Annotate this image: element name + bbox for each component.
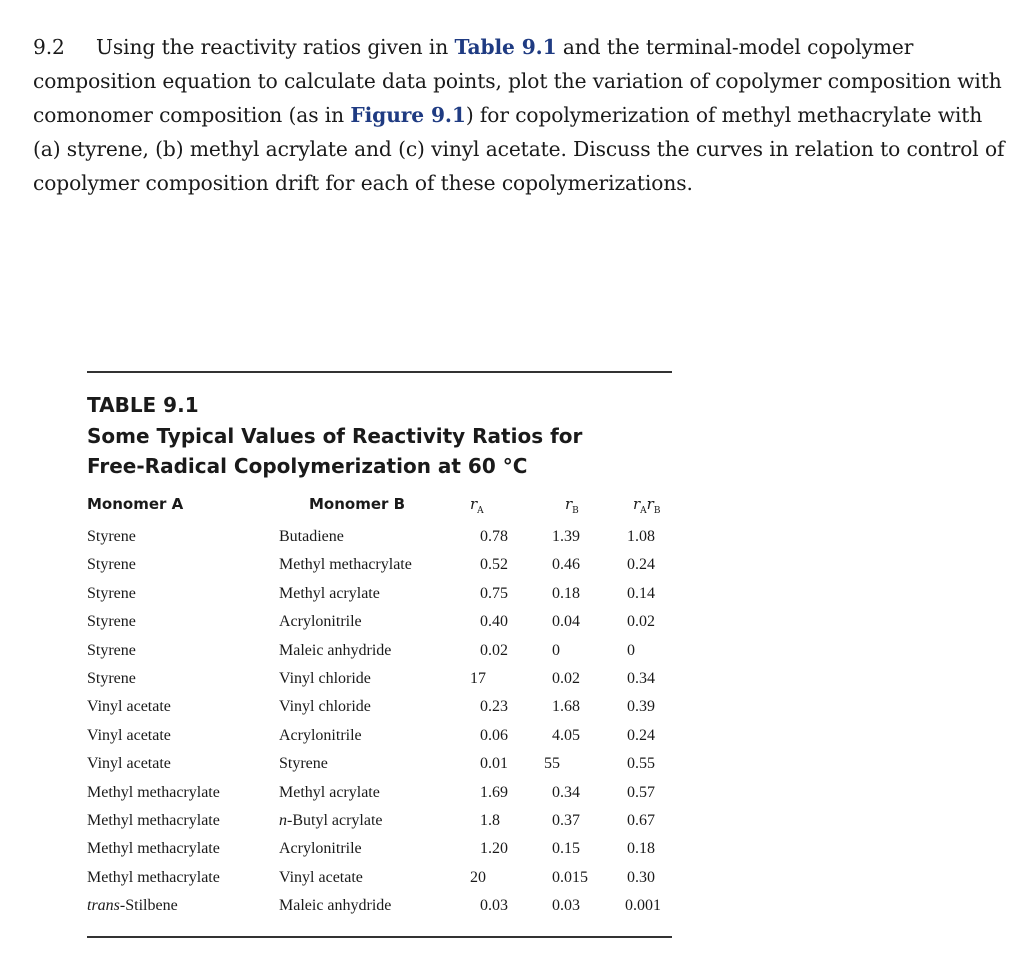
table-row-12-ra: 1.20 <box>480 840 508 858</box>
table-row-8-rarb: 0.24 <box>627 726 655 744</box>
table-row-6-rb: 0.02 <box>552 670 580 687</box>
table-top-rule <box>87 371 672 373</box>
table-row-14-monomer-a <box>87 897 178 915</box>
table-row-5-rb: 0 <box>552 641 560 659</box>
table-row-9-ra: 0.01 <box>480 755 508 773</box>
table-row-13-rb: 0.015 <box>552 868 588 886</box>
problem-number: 9.2 <box>33 35 65 59</box>
table-row-3-rb: 0.18 <box>552 584 580 602</box>
table-row-1-ra: 0.78 <box>480 528 508 545</box>
table-row-1-monomer-a: Styrene <box>87 528 136 545</box>
header-ra-subscript: A <box>477 506 484 516</box>
table-row-3-monomer-b: Methyl acrylate <box>279 584 380 602</box>
header-rb-subscript: B <box>572 506 579 516</box>
table-row-3-rarb: 0.14 <box>627 584 655 602</box>
table-row-2-monomer-a: Styrene <box>87 556 136 574</box>
header-rarb-subscript-2: B <box>653 506 661 516</box>
table-row-7-monomer-a: Vinyl acetate <box>87 698 171 716</box>
table-row-9-rarb: 0.55 <box>627 755 655 773</box>
header-rarb-symbol-2: r <box>646 495 654 513</box>
table-bottom-rule <box>87 936 672 938</box>
table-row-10-monomer-b: Methyl acrylate <box>279 783 380 801</box>
table-row-8-ra: 0.06 <box>480 726 508 744</box>
table-row-7-monomer-b: Vinyl chloride <box>279 698 371 716</box>
table-row-6-rarb: 0.34 <box>627 670 655 687</box>
table-row-8-monomer-a: Vinyl acetate <box>87 726 171 744</box>
table-row-7-rarb: 0.39 <box>627 698 655 716</box>
table-row-9-monomer-a: Vinyl acetate <box>87 755 171 773</box>
table-row-14-ra: 0.03 <box>480 897 508 915</box>
problem-text-part-2: and the terminal-model copolymer composition equation to calculate data points, plot the variation of copolymer composition with comonomer composition (as in <box>33 35 1002 127</box>
header-monomer-b: Monomer B <box>309 495 406 513</box>
problem-text-part-3: ) for copolymerization of methyl methacrylate with (a) styrene, (b) methyl acrylate and (c) vinyl acetate. Discuss the curves in relation to control of copolymer composition drift for each of these copolymerizations. <box>33 103 1005 195</box>
table-row-7-ra: 0.23 <box>480 698 508 716</box>
header-ra <box>470 495 484 516</box>
table-row-6-ra: 17 <box>470 670 486 687</box>
table-row-8-monomer-b: Acrylonitrile <box>279 726 362 744</box>
table-row-12-monomer-b: Acrylonitrile <box>279 840 362 858</box>
table-row-13-ra: 20 <box>470 868 486 886</box>
table-row-13-monomer-a: Methyl methacrylate <box>87 868 220 886</box>
figure-reference-link[interactable]: Figure 9.1 <box>350 103 466 127</box>
table-label: TABLE 9.1 <box>87 393 199 417</box>
table-row-5-ra: 0.02 <box>480 641 508 659</box>
table-row-11-ra: 1.8 <box>480 812 500 829</box>
table-row-5-monomer-a: Styrene <box>87 641 136 659</box>
table-reference-link[interactable]: Table 9.1 <box>454 35 557 59</box>
table-row-1-rarb: 1.08 <box>627 528 655 545</box>
table-row-4-rb: 0.04 <box>552 613 580 631</box>
header-rb <box>565 495 579 516</box>
table-row-9-monomer-b: Styrene <box>279 755 328 773</box>
table-row-2-rarb: 0.24 <box>627 556 655 574</box>
header-rarb <box>633 495 660 516</box>
header-rb-symbol: r <box>565 495 573 513</box>
header-rarb-subscript-1: A <box>640 506 647 516</box>
table-row-11-monomer-b-name: -Butyl acrylate <box>287 812 383 829</box>
table-row-5-rarb: 0 <box>627 641 635 659</box>
problem-statement <box>33 30 1008 200</box>
table-row-4-monomer-b: Acrylonitrile <box>279 613 362 631</box>
table-row-10-monomer-a: Methyl methacrylate <box>87 783 220 801</box>
header-monomer-a: Monomer A <box>87 495 184 513</box>
table-row-2-monomer-b: Methyl methacrylate <box>279 556 412 574</box>
table-row-7-rb: 1.68 <box>552 698 580 716</box>
problem-text-part-1: Using the reactivity ratios given in <box>96 35 455 59</box>
table-row-12-rb: 0.15 <box>552 840 580 858</box>
table-row-1-monomer-b: Butadiene <box>279 528 344 545</box>
table-row-2-rb: 0.46 <box>552 556 580 574</box>
table-row-12-rarb: 0.18 <box>627 840 655 858</box>
table-row-12-monomer-a: Methyl methacrylate <box>87 840 220 858</box>
table-row-8-rb: 4.05 <box>552 726 580 744</box>
table-row-11-monomer-b <box>279 812 383 830</box>
header-rarb-symbol-1: r <box>633 495 641 513</box>
table-row-14-rb: 0.03 <box>552 897 580 915</box>
table-row-14-monomer-b: Maleic anhydride <box>279 897 392 915</box>
table-row-10-rb: 0.34 <box>552 783 580 801</box>
table-row-11-rarb: 0.67 <box>627 812 655 829</box>
table-row-13-monomer-b: Vinyl acetate <box>279 868 363 886</box>
table-row-4-ra: 0.40 <box>480 613 508 631</box>
table-row-3-ra: 0.75 <box>480 584 508 602</box>
table-caption: Some Typical Values of Reactivity Ratios for Free-Radical Copolymerization at 60 °C <box>87 424 583 478</box>
table-row-4-monomer-a: Styrene <box>87 613 136 631</box>
table-row-14-monomer-a-name: -Stilbene <box>119 897 178 915</box>
table-row-10-ra: 1.69 <box>480 783 508 801</box>
table-row-4-rarb: 0.02 <box>627 613 655 631</box>
table-row-6-monomer-b: Vinyl chloride <box>279 670 371 687</box>
table-row-14-monomer-a-prefix: trans <box>87 897 120 915</box>
table-row-13-rarb: 0.30 <box>627 868 655 886</box>
table-row-3-monomer-a: Styrene <box>87 584 136 602</box>
table-row-5-monomer-b: Maleic anhydride <box>279 641 392 659</box>
table-row-11-monomer-a: Methyl methacrylate <box>87 812 220 829</box>
table-row-9-rb: 55 <box>544 755 560 773</box>
table-row-2-ra: 0.52 <box>480 556 508 574</box>
table-row-14-rarb: 0.001 <box>625 897 661 915</box>
header-ra-symbol: r <box>470 495 478 513</box>
table-row-11-rb: 0.37 <box>552 812 580 829</box>
table-row-6-monomer-a: Styrene <box>87 670 136 687</box>
reactivity-ratio-table <box>87 371 672 915</box>
table-row-10-rarb: 0.57 <box>627 783 655 801</box>
table-row-11-monomer-b-prefix: n <box>279 812 287 829</box>
table-row-1-rb: 1.39 <box>552 528 580 545</box>
